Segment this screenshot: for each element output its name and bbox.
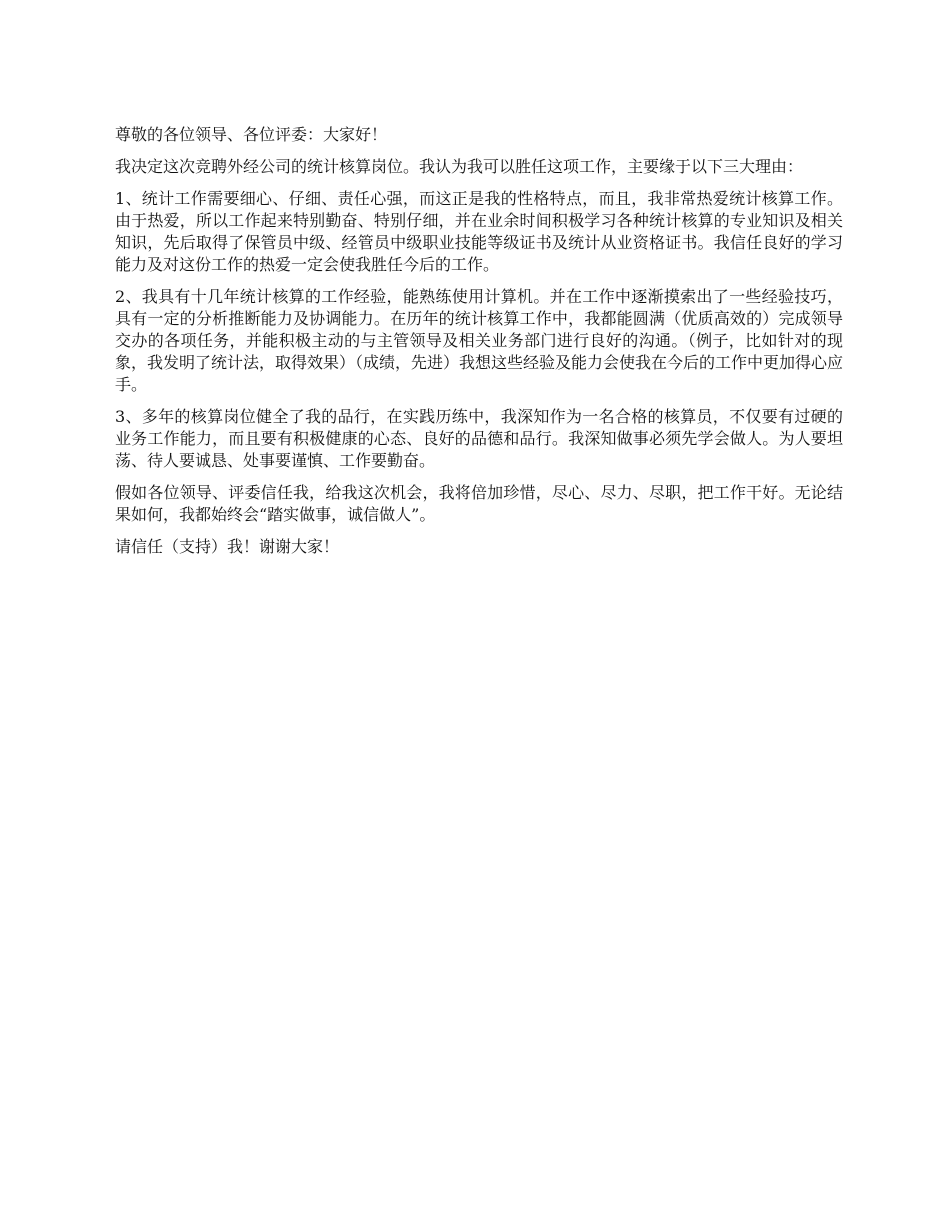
- reason-one-paragraph: 1、统计工作需要细心、仔细、责任心强，而这正是我的性格特点，而且，我非常热爱统计核算工作。由于热爱，所以工作起来特别勤奋、特别仔细，并在业余时间积极学习各种统计核算的专业知识及相关知识，先后取得了保管员中级、经管员中级职业技能等级证书及统计从业资格证书。我信任良好的学习能力及对这份工作的热爱一定会使我胜任今后的工作。: [115, 189, 843, 274]
- document-body: [115, 124, 843, 568]
- reason-three-paragraph: 3、多年的核算岗位健全了我的品行，在实践历练中，我深知作为一名合格的核算员，不仅要有过硬的业务工作能力，而且要有积极健康的心态、良好的品德和品行。我深知做事必须先学会做人。为人要坦荡、待人要诚恳、处事要谨慎、工作要勤奋。: [115, 407, 843, 470]
- commitment-paragraph: 假如各位领导、评委信任我，给我这次机会，我将倍加珍惜，尽心、尽力、尽职，把工作干好。无论结果如何，我都始终会“踏实做事，诚信做人”。: [115, 483, 843, 524]
- greeting-paragraph: 尊敬的各位领导、各位评委：大家好！: [115, 125, 388, 144]
- intro-paragraph: 我决定这次竞聘外经公司的统计核算岗位。我认为我可以胜任这项工作，主要缘于以下三大理由：: [115, 157, 804, 176]
- reason-two-paragraph: 2、我具有十几年统计核算的工作经验，能熟练使用计算机。并在工作中逐渐摸索出了一些经验技巧，具有一定的分析推断能力及协调能力。在历年的统计核算工作中，我都能圆满（优质高效的）完成领导交办的各项任务，并能积极主动的与主管领导及相关业务部门进行良好的沟通。（例子，比如针对的现象，我发明了统计法，取得效果）（成绩，先进）我想这些经验及能力会使我在今后的工作中更加得心应手。: [115, 287, 844, 394]
- closing-paragraph: 请信任（支持）我！谢谢大家！: [115, 537, 340, 556]
